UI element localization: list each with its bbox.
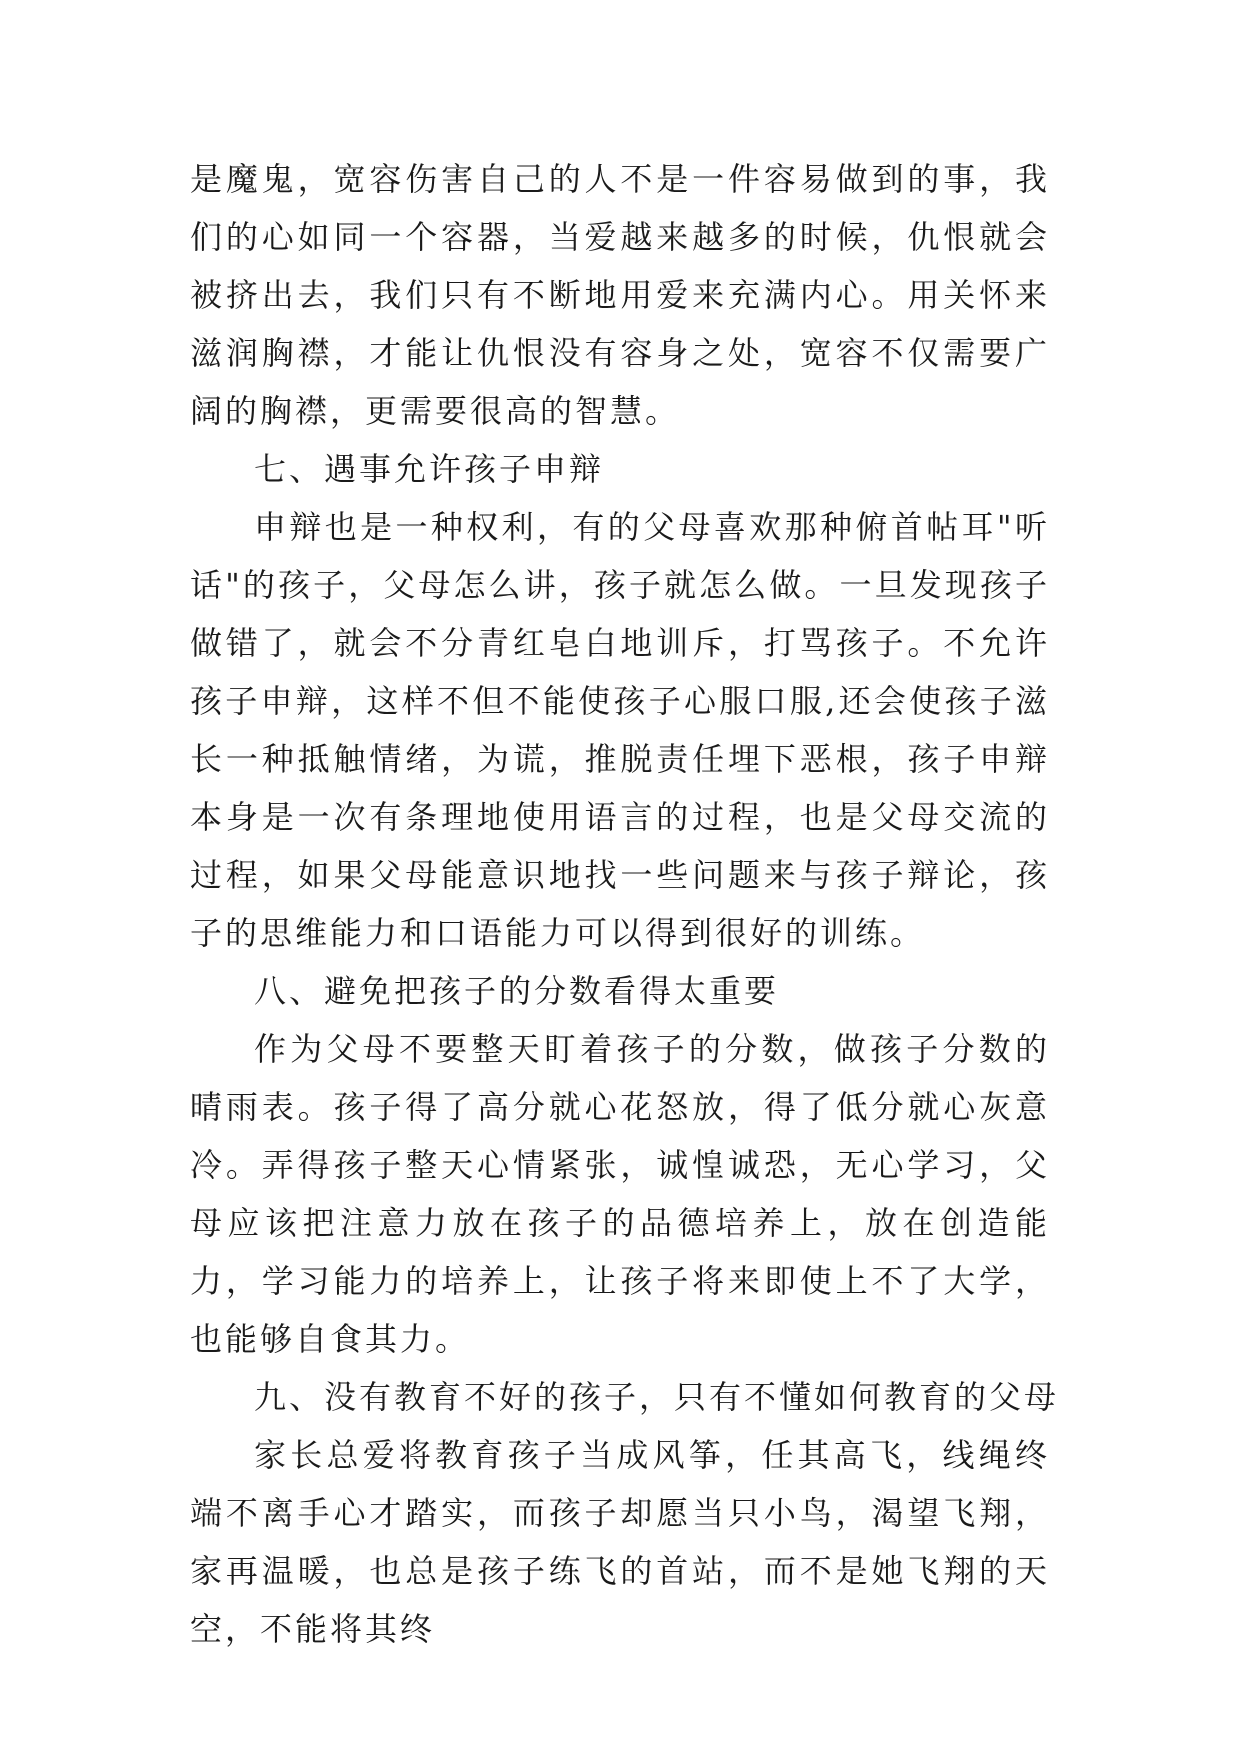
body-paragraph: 是魔鬼，宽容伤害自己的人不是一件容易做到的事，我们的心如同一个容器，当爱越来越多的时候，仇恨就会被挤出去，我们只有不断地用爱来充满内心。用关怀来滋润胸襟，才能让仇恨没有容身之处，宽容不仅需要广阔的胸襟，更需要很高的智慧。	[190, 160, 1050, 430]
body-paragraph: 申辩也是一种权利，有的父母喜欢那种俯首帖耳"听话"的孩子，父母怎么讲，孩子就怎么做。一旦发现孩子做错了，就会不分青红皂白地训斥，打骂孩子。不允许孩子申辩，这样不但不能使孩子心服口服,还会使孩子滋长一种抵触情绪，为谎，推脱责任埋下恶根，孩子申辩本身是一次有条理地使用语言的过程，也是父母交流的过程，如果父母能意识地找一些问题来与孩子辩论，孩子的思维能力和口语能力可以得到很好的训练。	[190, 508, 1050, 952]
body-paragraph: 家长总爱将教育孩子当成风筝，任其高飞，线绳终端不离手心才踏实，而孩子却愿当只小鸟，渴望飞翔，家再温暖，也总是孩子练飞的首站，而不是她飞翔的天空，不能将其终	[190, 1436, 1050, 1648]
body-paragraph: 作为父母不要整天盯着孩子的分数，做孩子分数的晴雨表。孩子得了高分就心花怒放，得了低分就心灰意冷。弄得孩子整天心情紧张，诚惶诚恐，无心学习，父母应该把注意力放在孩子的品德培养上，放在创造能力，学习能力的培养上，让孩子将来即使上不了大学，也能够自食其力。	[190, 1030, 1050, 1358]
section-heading-8: 八、避免把孩子的分数看得太重要	[254, 972, 780, 1010]
section-heading-9: 九、没有教育不好的孩子，只有不懂如何教育的父母	[254, 1378, 1060, 1416]
document-page	[190, 150, 1060, 1658]
section-heading-7: 七、遇事允许孩子申辩	[254, 450, 605, 488]
